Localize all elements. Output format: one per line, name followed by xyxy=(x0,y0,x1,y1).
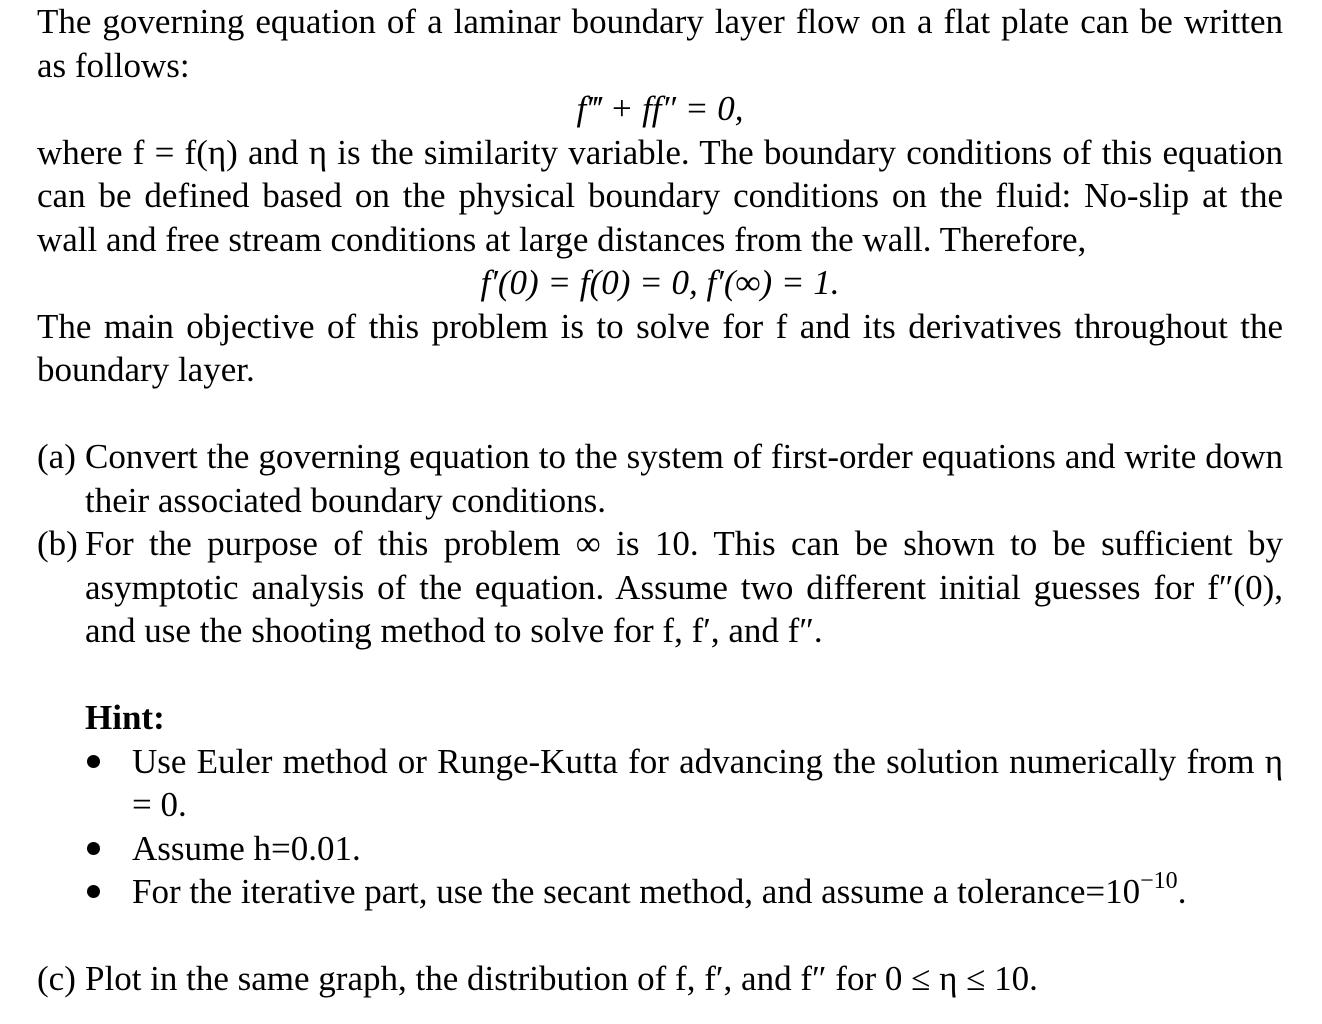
blank-line xyxy=(37,914,1283,958)
hint-bullet-1-text: Use Euler method or Runge-Kutta for advancing the solution numerically from η = 0. xyxy=(132,741,1283,824)
part-a xyxy=(37,435,1283,522)
part-c-label: (c) xyxy=(37,959,76,998)
hint-bullet-3-text xyxy=(132,870,1283,914)
boundary-conditions-equation: f′(0) = f(0) = 0, f′(∞) = 1. xyxy=(480,263,840,302)
hint-title: Hint: xyxy=(85,698,165,737)
tolerance-exponent: −10 xyxy=(1140,868,1178,895)
bullet-icon xyxy=(85,870,132,914)
objective-paragraph: The main objective of this problem is to solve for f and its derivatives throughout the boundary layer. xyxy=(37,306,1283,389)
governing-equation: f‴ + ff″ = 0, xyxy=(576,89,744,128)
blank-line xyxy=(37,392,1283,436)
hint-bullet-1 xyxy=(85,740,1283,827)
part-b-label: (b) xyxy=(37,524,78,563)
bullet-icon xyxy=(85,827,132,871)
hint-block xyxy=(85,696,1283,914)
part-c-text: Plot in the same graph, the distribution of f, f′, and f″ for 0 ≤ η ≤ 10. xyxy=(85,959,1038,998)
hint-bullet-3-suffix: . xyxy=(1177,872,1187,911)
boundary-conditions-paragraph: where f = f(η) and η is the similarity variable. The boundary conditions of this equation can be defined based on the physical boundary conditions on the fluid: No-slip at the wall and free stream conditions at large distances from the wall. Therefore, xyxy=(37,132,1283,259)
part-c xyxy=(37,957,1283,1001)
part-b-text: For the purpose of this problem ∞ is 10. This can be shown to be sufficient by asymptotic analysis of the equation. Assume two different initial guesses for f″(0), and use the shooting method to solve for f, f′, and f″. xyxy=(85,524,1283,650)
hint-bullet-2-text: Assume h=0.01. xyxy=(132,828,361,868)
part-a-text: Convert the governing equation to the system of first-order equations and write down their associated boundary conditions. xyxy=(85,437,1283,520)
intro-paragraph: The governing equation of a laminar boundary layer flow on a flat plate can be written as follows: xyxy=(37,2,1283,85)
bullet-icon xyxy=(85,740,132,827)
hint-bullet-3-prefix: For the iterative part, use the secant method, and assume a tolerance=10 xyxy=(132,872,1141,911)
blank-line xyxy=(37,653,1283,697)
hint-bullet-2 xyxy=(85,827,1283,871)
hint-bullet-3 xyxy=(85,870,1283,914)
problem-document xyxy=(37,0,1283,1001)
part-b xyxy=(37,522,1283,653)
part-a-label: (a) xyxy=(37,437,76,476)
